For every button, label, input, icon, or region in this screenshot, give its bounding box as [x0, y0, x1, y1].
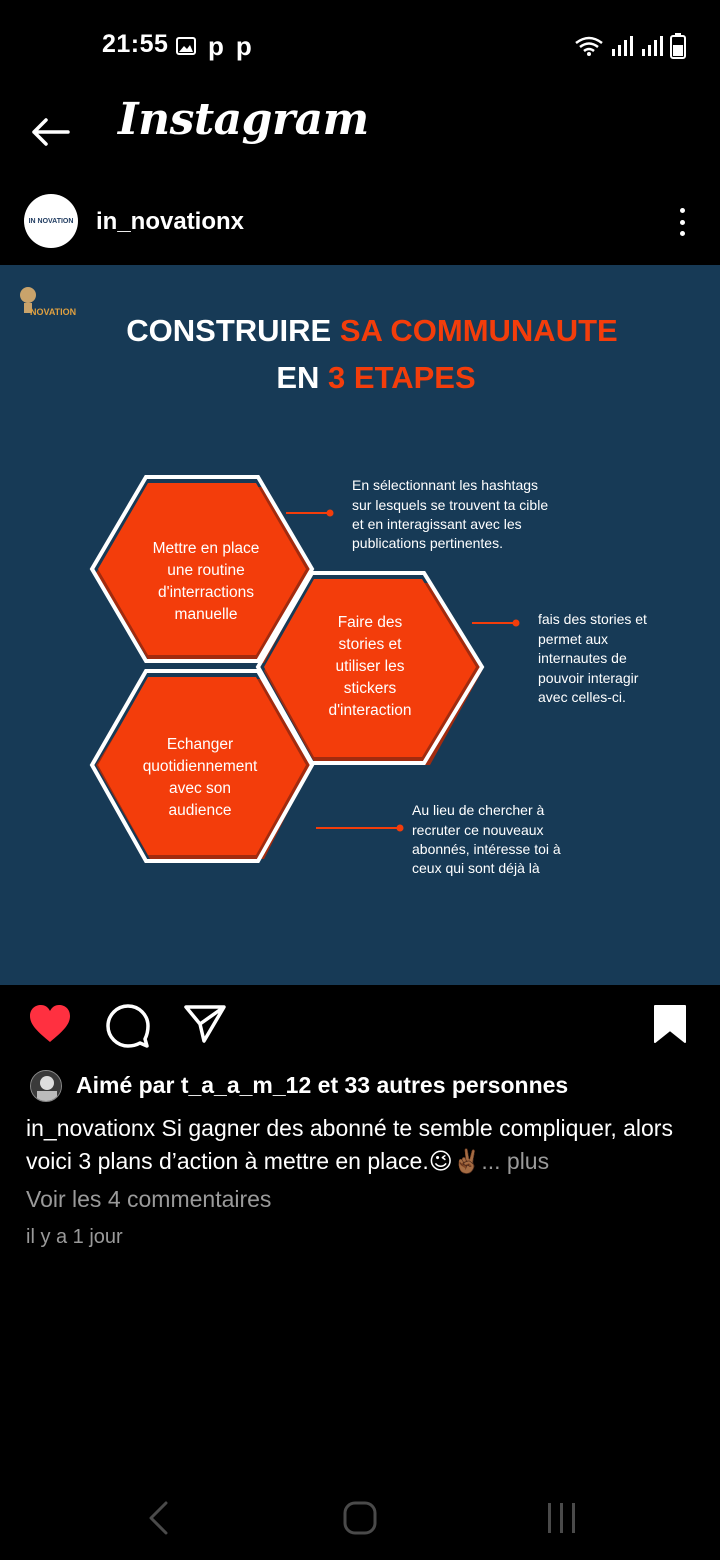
- share-button[interactable]: [184, 1004, 226, 1049]
- post-author-avatar[interactable]: [24, 194, 78, 248]
- post-image[interactable]: [0, 265, 720, 985]
- note-1-line-4: publications pertinentes.: [352, 535, 503, 551]
- likes-row[interactable]: [0, 1066, 720, 1106]
- view-comments-link[interactable]: Voir les 4 commentaires: [26, 1186, 272, 1212]
- app-header: [0, 92, 720, 172]
- hexagon-2-label-1: Faire des: [337, 614, 403, 631]
- p-icon: p: [235, 31, 252, 61]
- back-button[interactable]: [26, 108, 74, 156]
- hexagon-2-label-5: d'interaction: [328, 702, 412, 719]
- post-author-username[interactable]: in_novationx: [96, 208, 245, 235]
- more-options-button[interactable]: [670, 202, 694, 242]
- hexagon-3-label-3: avec son: [168, 780, 232, 797]
- hexagon-2-label-2: stories et: [338, 636, 402, 653]
- hexagon-2-label-4: stickers: [343, 680, 397, 697]
- likes-text: Aimé par t_a_a_m_12 et 33 autres personnes: [76, 1072, 569, 1098]
- post-action-bar: [0, 998, 720, 1058]
- signal-icon: [640, 35, 664, 57]
- note-2-line-2: permet aux: [538, 631, 609, 647]
- nav-recents-icon: [546, 1501, 578, 1535]
- hexagon-1-label-1: Mettre en place: [152, 540, 260, 557]
- status-system-icons: [574, 30, 686, 62]
- hexagon-2-label-3: utiliser les: [335, 658, 405, 675]
- liker-avatar: [30, 1070, 62, 1102]
- wifi-icon: [574, 35, 604, 57]
- nav-back-icon: [146, 1500, 170, 1536]
- caption-username[interactable]: in_novationx: [26, 1115, 156, 1141]
- comment-button[interactable]: [106, 1004, 150, 1053]
- hexagon-1-label-3: d'interractions: [157, 584, 255, 601]
- note-2-line-1: fais des stories et: [538, 611, 647, 627]
- hexagon-3-label-4: audience: [168, 802, 232, 819]
- infographic: [0, 265, 720, 985]
- caption-more-link[interactable]: ... plus: [481, 1148, 550, 1174]
- nav-back-button[interactable]: [128, 1496, 188, 1540]
- comment-icon: [106, 1004, 150, 1048]
- send-icon: [184, 1004, 226, 1044]
- system-navigation-bar: [0, 1480, 720, 1560]
- battery-icon: [670, 33, 686, 59]
- dot: [680, 220, 685, 225]
- like-button[interactable]: [28, 1004, 72, 1049]
- hexagon-3-label-2: quotidiennement: [142, 758, 258, 775]
- avatar-logo: IN NOVATION: [28, 217, 74, 225]
- nav-recents-button[interactable]: [532, 1496, 592, 1540]
- note-1-line-3: et en interagissant avec les: [352, 516, 522, 532]
- note-2-line-5: avec celles-ci.: [538, 689, 626, 705]
- post-timestamp: il y a 1 jour: [26, 1226, 123, 1248]
- note-2-line-3: internautes de: [538, 650, 627, 666]
- caption-text: Si gagner des abonné te semble compliquer, alors voici 3 plans d’action à mettre en place.😉✌🏾: [26, 1115, 673, 1174]
- status-notification-icons: [176, 30, 252, 62]
- nav-home-button[interactable]: [330, 1496, 390, 1540]
- note-3-line-4: ceux qui sont déjà là: [412, 860, 540, 876]
- hexagon-3-label-1: Echanger: [166, 736, 234, 753]
- hexagon-1-label-2: une routine: [167, 562, 245, 579]
- p-icon: p: [208, 31, 224, 61]
- instagram-logo-title: Instagram: [118, 94, 369, 145]
- note-1-line-1: En sélectionnant les hashtags: [352, 477, 539, 493]
- nav-home-icon: [343, 1501, 377, 1535]
- dot: [680, 208, 685, 213]
- back-arrow-icon: [30, 117, 70, 147]
- status-bar: [0, 0, 720, 92]
- hexagon-1-label-4: manuelle: [174, 606, 238, 623]
- signal-icon: [610, 35, 634, 57]
- status-time: 21:55: [102, 30, 169, 58]
- infographic-title-line2: EN 3 ETAPES: [276, 360, 476, 395]
- note-3-line-2: recruter ce nouveaux: [412, 822, 544, 838]
- image-icon: [176, 37, 196, 55]
- save-button[interactable]: [652, 1004, 688, 1049]
- bookmark-icon: [652, 1004, 688, 1044]
- post-caption[interactable]: [26, 1112, 696, 1178]
- note-2-line-4: pouvoir interagir: [538, 670, 639, 686]
- brand-logo-text: NOVATION: [30, 307, 77, 317]
- note-3-line-3: abonnés, intéresse toi à: [412, 841, 561, 857]
- heart-icon: [28, 1004, 72, 1044]
- post-header: [0, 186, 720, 262]
- note-1-line-2: sur lesquels se trouvent ta cible: [352, 497, 549, 513]
- brand-logo: [20, 287, 76, 317]
- infographic-title-line1: CONSTRUIRE SA COMMUNAUTE: [126, 313, 618, 348]
- dot: [680, 231, 685, 236]
- note-3-line-1: Au lieu de chercher à: [412, 802, 545, 818]
